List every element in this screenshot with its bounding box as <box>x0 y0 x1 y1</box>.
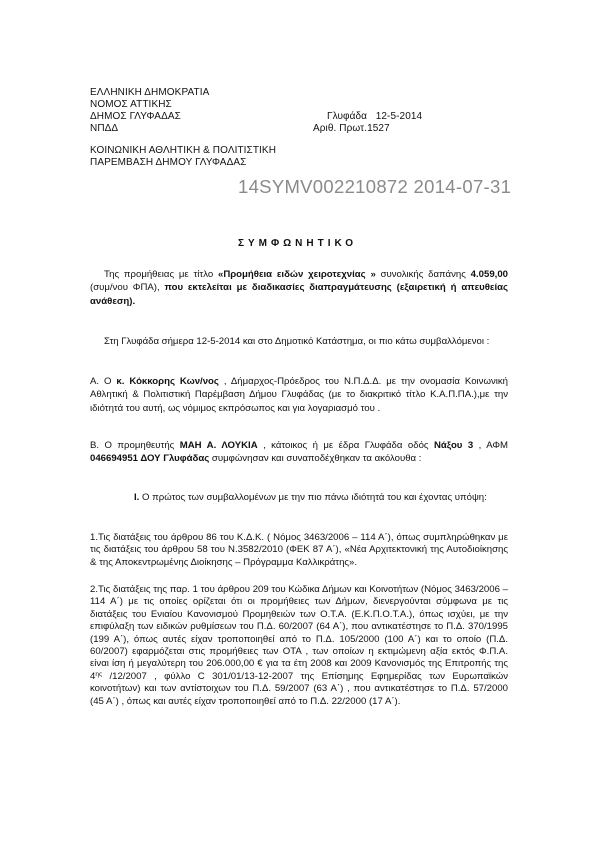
party-a-name: κ. Κόκκορης Κων/νος <box>116 376 219 387</box>
header-org-line2: ΠΑΡΕΜΒΑΣΗ ΔΗΜΟΥ ΓΛΥΦΑΔΑΣ <box>90 157 247 168</box>
paragraph-party-b: Β. Ο προμηθευτής ΜΑΗ Α. ΛΟΥΚΙΑ , κάτοικος ή με έδρα Γλυφάδα οδός Νάξου 3 , ΑΦΜ 046694951 ΔΟΥ Γλυφάδας συμφώνησαν και συναποδέχθηκαν τα ακόλουθα : <box>90 440 508 465</box>
section-number: Ι. <box>134 492 140 503</box>
header-prefecture: ΝΟΜΟΣ ΑΤΤΙΚΗΣ <box>90 99 172 110</box>
procedure-type: που εκτελείται με διαδικασίες διαπραγμάτευσης (εξαιρετική ή απευθείας ανάθεση). <box>90 282 508 307</box>
procurement-title: «Προμήθεια ειδών χειροτεχνίας » <box>217 269 376 280</box>
header-country: ΕΛΛΗΝΙΚΗ ΔΗΜΟΚΡΑΤΙΑ <box>90 87 210 98</box>
date-label: Γλυφάδα <box>327 111 368 122</box>
paragraph-party-a: Α. Ο κ. Κόκκορης Κων/νος , Δήμαρχος-Πρόεδρος του Ν.Π.Δ.Δ. με την ονομασία Κοινωνική Αθλητική & Πολιτιστική Παρέμβαση Δήμου Γλυφάδας (με το διακριτικό τίτλο Κ.Α.Π.ΠΑ.),με την ιδιότητά του αυτή, ως νόμιμος εκπρόσωπος και για λογαριασμό του . <box>90 376 509 414</box>
header-protocol-number: Αριθ. Πρωτ.1527 <box>313 123 390 134</box>
diavgeia-stamp: 14SYMV002210872 2014-07-31 <box>238 176 512 197</box>
total-amount: 4.059,00 <box>470 269 508 280</box>
header-municipality: ΔΗΜΟΣ ΓΛΥΦΑΔΑΣ <box>90 111 181 122</box>
date-value: 12-5-2014 <box>375 111 423 122</box>
supplier-address: Νάξου 3 <box>433 440 474 451</box>
header-org-line1: ΚΟΙΝΩΝΙΚΗ ΑΘΛΗΤΙΚΗ & ΠΟΛΙΤΙΣΤΙΚΗ <box>90 145 277 156</box>
supplier-tax-id: 046694951 ΔΟΥ Γλυφάδας <box>90 453 210 465</box>
header-entity-type: ΝΠΔΔ <box>90 123 119 134</box>
ordinal-superscript: ης <box>95 670 103 678</box>
document-title: ΣΥΜΦΩΝΗΤΙΚΟ <box>237 238 358 249</box>
paragraph-section-i: Ι. Ο πρώτος των συμβαλλομένων με την πιο πάνω ιδιότητά του και έχοντας υπόψη: <box>134 492 487 503</box>
paragraph-subject: Της προμήθειας με τίτλο «Προμήθεια ειδών χειροτεχνίας » συνολικής δαπάνης 4.059,00 (συμ/νου ΦΠΑ), που εκτελείται με διαδικασίες διαπραγμάτευσης (εξαιρετική ή απευθείας ανάθεση). <box>90 269 508 307</box>
paragraph-place-date: Στη Γλυφάδα σήμερα 12-5-2014 και στο Δημοτικό Κατάστημα, οι πιο κάτω συμβαλλόμενοι : <box>104 336 490 347</box>
header-date <box>327 111 422 123</box>
paragraph-item-1: 1.Τις διατάξεις του άρθρου 86 του Κ.Δ.Κ. ( Νόμος 3463/2006 – 114 Α΄), όπως συμπληρώθηκαν με τις διατάξεις του άρθρου 58 του Ν.3582/2010 (ΦΕΚ 87 Α΄), «Νέα Αρχιτεκτονική της Αυτοδιοίκησης & της Αποκεντρωμένης Διοίκησης – Πρόγραμμα Καλλικράτης». <box>90 532 508 568</box>
paragraph-item-2: 2.Τις διατάξεις της παρ. 1 του άρθρου 209 του Κώδικα Δήμων και Κοινοτήτων (Νόμος 3463/2006 – 114 Α΄) με τις οποίες ορίζεται ότι οι προμήθειες των Δήμων, διενεργούνται σύμφωνα με τις διατάξεις του Ενιαίου Κανονισμού Προμηθειών των Ο.Τ.Α. (Ε.Κ.Π.Ο.Τ.Α.), όπως ισχύει, με την επιφύλαξη των ειδικών ρυθμίσεων του Π.Δ. 60/2007 (64 Α΄), που αντικατέστησε το Π.Δ. 370/1995 (199 Α΄), όπως αυτές είχαν τροποποιηθεί από το Π.Δ. 105/2000 (100 Α΄) και το οποίο (Π.Δ. 60/2007) εφαρμόζεται στις προμήθειες των ΟΤΑ , των οποίων η εκτιμώμενη αξία εκτός Φ.Π.Α. είναι ίση ή μεγαλύτερη του 206.000,00 € για τα έτη 2008 και 2009 Κανονισμός της Επιτροπής της $4^{\eta\varsigma}$ /12/2007 , φύλλο C 301/01/13-12-2007 της Επίσημης Εφημερίδας των Ευρωπαϊκών κοινοτήτων) και των αντίστοιχων του Π.Δ. 59/2007 (63 Α΄) , που αντικατέστησε το Π.Δ. 57/2000 (45 Α΄) , όπως και αυτές είχαν τροποποιηθεί από το Π.Δ. 22/2000 (17 Α΄). <box>90 584 508 707</box>
supplier-name: ΜΑΗ Α. ΛΟΥΚΙΑ <box>179 440 258 451</box>
